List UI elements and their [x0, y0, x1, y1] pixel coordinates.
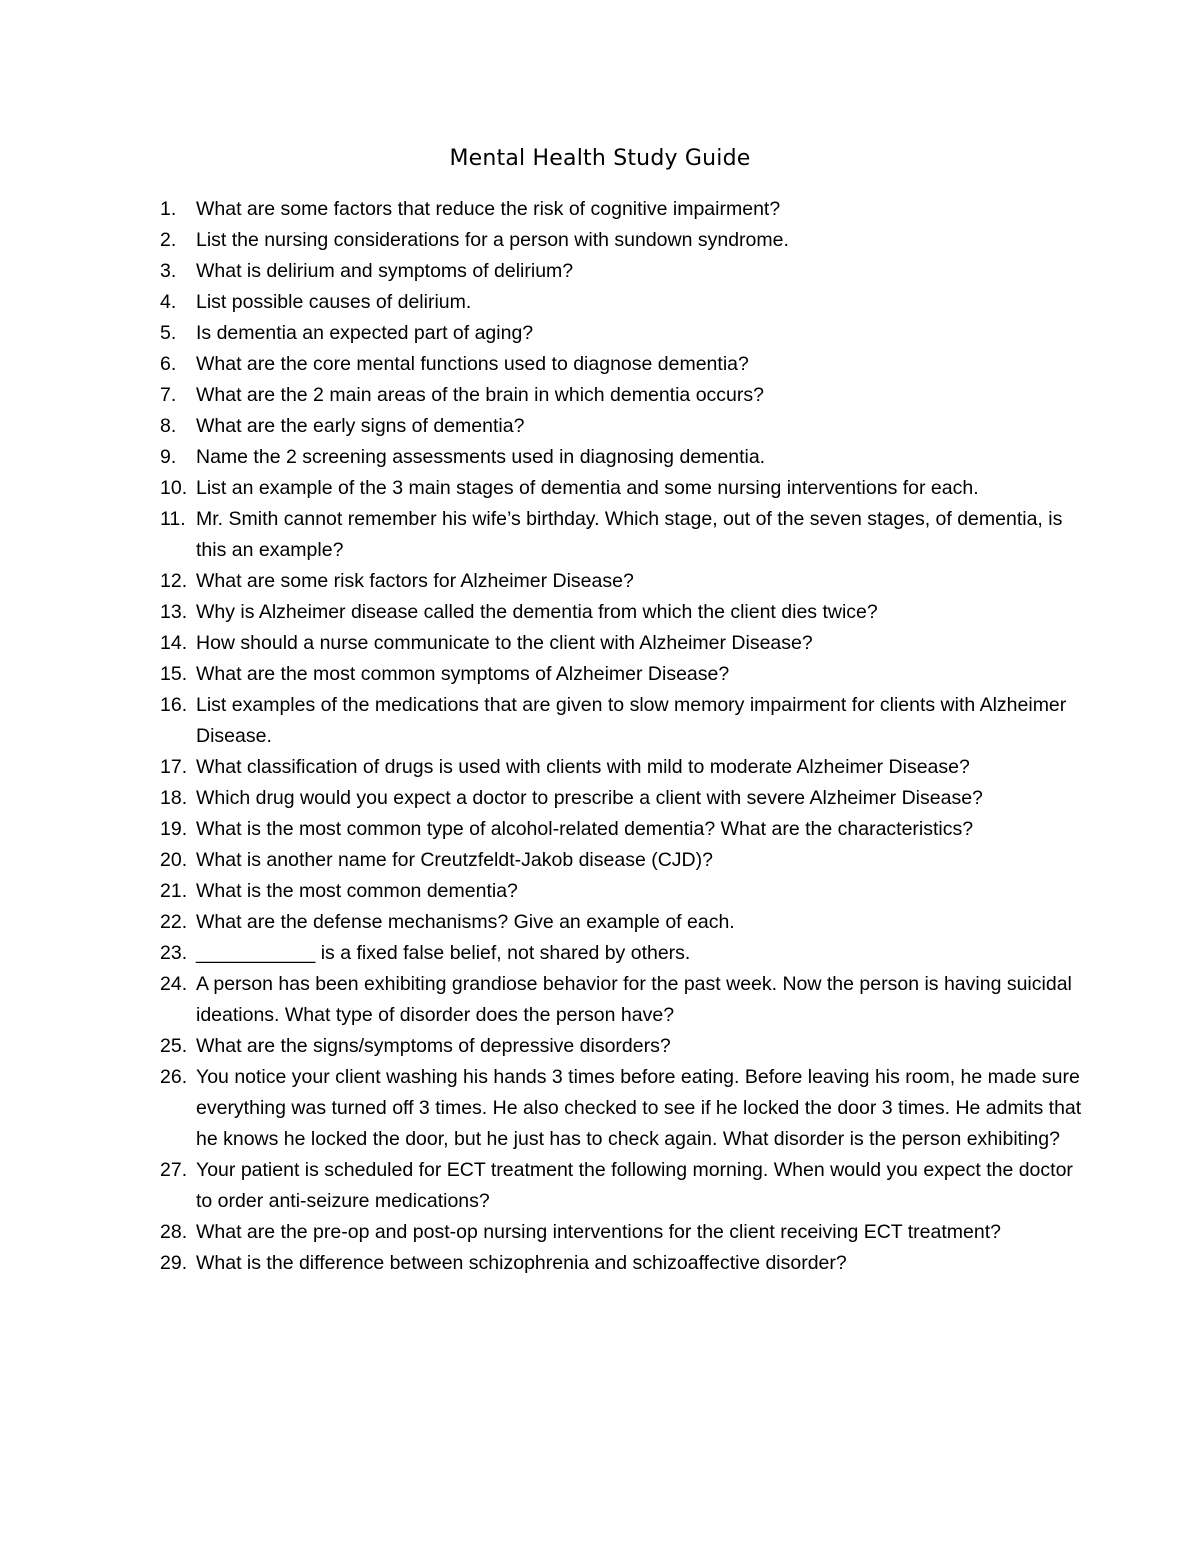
- question-item: [160, 194, 1090, 225]
- question-text: A person has been exhibiting grandiose behavior for the past week. Now the person is having suicidal ideations. What type of disorder does the person have?: [196, 973, 1072, 1026]
- question-text: ___________ is a fixed false belief, not shared by others.: [196, 942, 691, 964]
- question-number: 17.: [160, 756, 188, 778]
- question-number: 12.: [160, 570, 188, 592]
- question-text: What is the most common type of alcohol-related dementia? What are the characteristics?: [196, 818, 974, 840]
- question-item: [160, 225, 1090, 256]
- question-text: Which drug would you expect a doctor to prescribe a client with severe Alzheimer Disease?: [196, 787, 983, 809]
- question-item: [160, 690, 1090, 752]
- question-text: What is the most common dementia?: [196, 880, 518, 902]
- question-item: [160, 783, 1090, 814]
- question-text: What are the early signs of dementia?: [196, 415, 525, 437]
- question-text: What are the core mental functions used to diagnose dementia?: [196, 353, 749, 375]
- question-item: [160, 473, 1090, 504]
- question-number: 25.: [160, 1035, 188, 1057]
- question-number: 16.: [160, 694, 188, 716]
- question-item: [160, 752, 1090, 783]
- question-item: [160, 287, 1090, 318]
- question-item: [160, 628, 1090, 659]
- question-text: What are the 2 main areas of the brain in which dementia occurs?: [196, 384, 764, 406]
- question-number: 14.: [160, 632, 188, 654]
- question-item: [160, 1217, 1090, 1248]
- question-list: [160, 194, 1090, 1279]
- question-text: What are the pre-op and post-op nursing interventions for the client receiving ECT treatment?: [196, 1221, 1001, 1243]
- question-text: Is dementia an expected part of aging?: [196, 322, 534, 344]
- question-number: 24.: [160, 973, 188, 995]
- question-text: Mr. Smith cannot remember his wife’s birthday. Which stage, out of the seven stages, of dementia, is this an example?: [196, 508, 1063, 561]
- question-item: [160, 907, 1090, 938]
- question-item: [160, 1062, 1090, 1155]
- question-number: 13.: [160, 601, 188, 623]
- question-text: What are some factors that reduce the risk of cognitive impairment?: [196, 198, 781, 220]
- question-number: 15.: [160, 663, 188, 685]
- question-text: Why is Alzheimer disease called the dementia from which the client dies twice?: [196, 601, 878, 623]
- question-item: [160, 318, 1090, 349]
- question-item: [160, 411, 1090, 442]
- question-text: List the nursing considerations for a person with sundown syndrome.: [196, 229, 789, 251]
- question-text: How should a nurse communicate to the client with Alzheimer Disease?: [196, 632, 813, 654]
- question-number: 27.: [160, 1159, 188, 1181]
- question-number: 1.: [160, 198, 177, 220]
- question-text: You notice your client washing his hands 3 times before eating. Before leaving his room, he made sure everything was turned off 3 times. He also checked to see if he locked the door 3 times. He admits that he knows he locked the door, but he just has to check again. What disorder is the person exhibiting?: [196, 1066, 1082, 1150]
- question-text: List possible causes of delirium.: [196, 291, 472, 313]
- question-number: 9.: [160, 446, 177, 468]
- question-number: 5.: [160, 322, 177, 344]
- question-text: What are the defense mechanisms? Give an example of each.: [196, 911, 735, 933]
- question-item: [160, 566, 1090, 597]
- question-item: [160, 349, 1090, 380]
- question-number: 10.: [160, 477, 188, 499]
- question-item: [160, 442, 1090, 473]
- question-item: [160, 969, 1090, 1031]
- question-number: 3.: [160, 260, 177, 282]
- question-number: 11.: [160, 508, 186, 530]
- question-item: [160, 504, 1090, 566]
- question-item: [160, 814, 1090, 845]
- question-item: [160, 256, 1090, 287]
- question-number: 20.: [160, 849, 188, 871]
- question-number: 29.: [160, 1252, 188, 1274]
- question-number: 23.: [160, 942, 188, 964]
- question-number: 21.: [160, 880, 188, 902]
- question-number: 26.: [160, 1066, 188, 1088]
- page-title: Mental Health Study Guide: [449, 146, 751, 171]
- question-item: [160, 845, 1090, 876]
- question-item: [160, 1031, 1090, 1062]
- question-item: [160, 1248, 1090, 1279]
- question-text: What is another name for Creutzfeldt-Jakob disease (CJD)?: [196, 849, 713, 871]
- question-number: 22.: [160, 911, 188, 933]
- question-item: [160, 876, 1090, 907]
- question-number: 4.: [160, 291, 177, 313]
- question-text: What is the difference between schizophrenia and schizoaffective disorder?: [196, 1252, 847, 1274]
- question-text: Your patient is scheduled for ECT treatment the following morning. When would you expect the doctor to order anti-seizure medications?: [196, 1159, 1073, 1212]
- question-text: Name the 2 screening assessments used in diagnosing dementia.: [196, 446, 766, 468]
- question-number: 8.: [160, 415, 177, 437]
- question-text: What classification of drugs is used with clients with mild to moderate Alzheimer Disease?: [196, 756, 970, 778]
- question-item: [160, 380, 1090, 411]
- question-text: What are the most common symptoms of Alzheimer Disease?: [196, 663, 730, 685]
- question-text: What are some risk factors for Alzheimer Disease?: [196, 570, 634, 592]
- question-item: [160, 659, 1090, 690]
- question-number: 6.: [160, 353, 177, 375]
- question-number: 2.: [160, 229, 177, 251]
- question-item: [160, 938, 1090, 969]
- question-number: 7.: [160, 384, 177, 406]
- question-item: [160, 597, 1090, 628]
- question-text: What is delirium and symptoms of delirium?: [196, 260, 574, 282]
- question-number: 28.: [160, 1221, 188, 1243]
- question-text: List an example of the 3 main stages of dementia and some nursing interventions for each.: [196, 477, 979, 499]
- question-item: [160, 1155, 1090, 1217]
- question-number: 19.: [160, 818, 188, 840]
- question-number: 18.: [160, 787, 188, 809]
- question-text: What are the signs/symptoms of depressive disorders?: [196, 1035, 671, 1057]
- question-text: List examples of the medications that are given to slow memory impairment for clients with Alzheimer Disease.: [196, 694, 1067, 747]
